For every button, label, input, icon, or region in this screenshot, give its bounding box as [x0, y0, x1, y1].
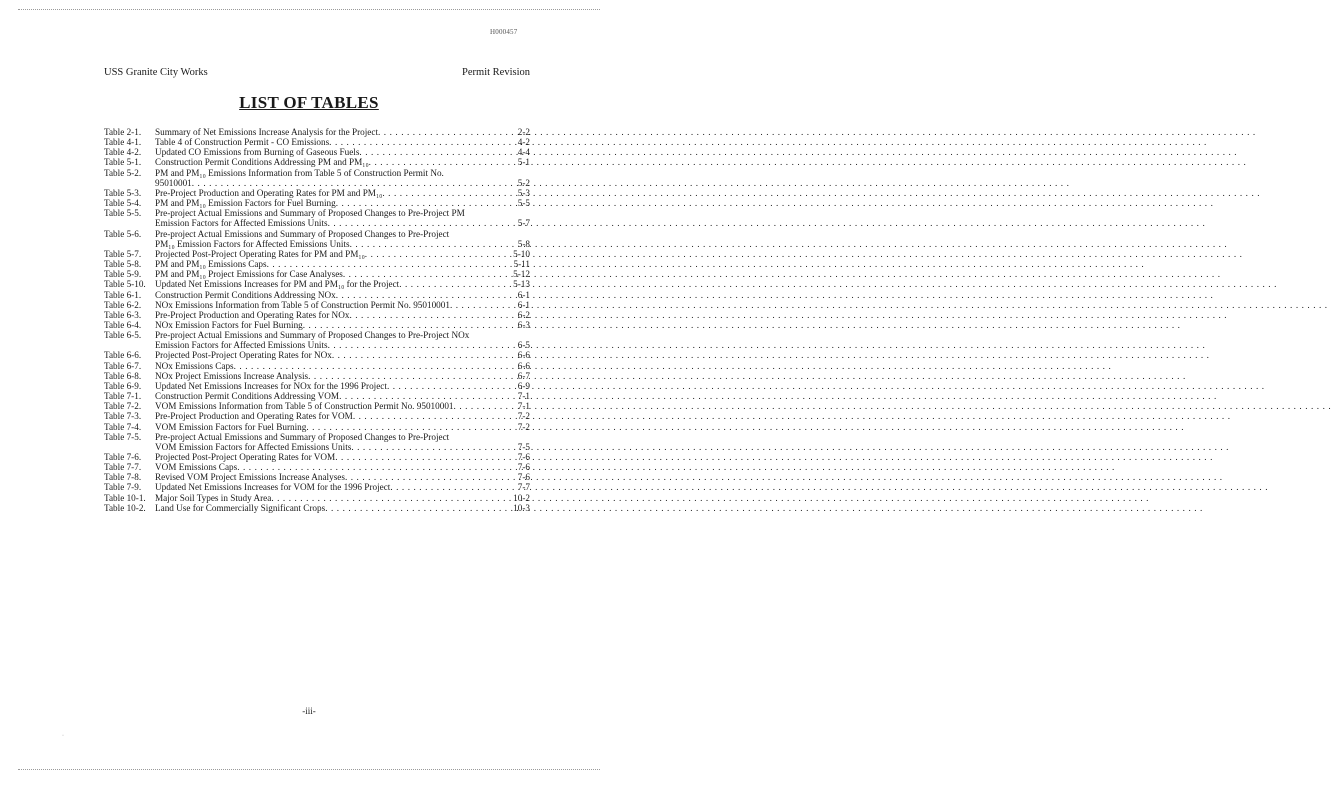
- toc-entry-page: 5-2: [517, 177, 530, 188]
- toc-entry: [104, 279, 530, 289]
- toc-entry-continuation: [104, 340, 530, 350]
- toc-entry-number: Table 6-8.: [104, 370, 142, 381]
- toc-leader-dots: [332, 350, 517, 360]
- toc-entry-number: Table 5-10.: [104, 279, 146, 290]
- toc-leader-dots: [325, 503, 512, 513]
- toc-entry-title: Projected Post-Project Operating Rates for VOM: [155, 452, 336, 462]
- toc-entry-title: VOM Emissions Information from Table 5 of Construction Permit No. 95010001: [155, 401, 454, 412]
- toc-entry-page: 7-6: [517, 472, 530, 483]
- toc-entry: [104, 188, 530, 198]
- toc-entry: [104, 350, 530, 360]
- toc-leader-dots: [308, 371, 517, 381]
- toc-entry: [104, 198, 530, 208]
- toc-entry-title-continued: Emission Factors for Affected Emissions Units: [155, 340, 328, 351]
- toc-leader-dots: [351, 442, 516, 452]
- toc-entry-title: Major Soil Types in Study Area: [155, 492, 272, 503]
- toc-leader-dots: [336, 290, 517, 300]
- toc-entry-number: Table 5-1.: [104, 157, 142, 168]
- toc-leader-dots: [237, 462, 517, 472]
- toc-entry-title: Land Use for Commercially Significant Crops: [155, 502, 326, 513]
- toc-entry-title: NOx Emission Factors for Fuel Burning: [155, 319, 303, 330]
- document-id: H000457: [490, 28, 518, 36]
- toc-entry-number: Table 7-4.: [104, 421, 142, 432]
- page-header: [104, 67, 530, 78]
- toc-entry-continuation: [104, 178, 530, 188]
- header-right: Permit Revision: [462, 67, 530, 78]
- toc-entry: [104, 259, 530, 269]
- toc-leader-dots: [382, 188, 516, 198]
- toc-entry: [104, 422, 530, 432]
- toc-entry-number: Table 7-8.: [104, 472, 142, 483]
- toc-entry-title: Pre-Project Production and Operating Rates for VOM: [155, 411, 353, 422]
- toc-entry-title: Updated Net Emissions Increases for VOM for the 1996 Project: [155, 482, 391, 493]
- toc-leader-dots: [339, 391, 517, 401]
- toc-entry-number: Table 6-4.: [104, 319, 142, 330]
- toc-entry-page: 5-12: [513, 269, 530, 280]
- toc-leader-dots: [234, 361, 517, 371]
- toc-entry-number: Table 7-6.: [104, 452, 142, 462]
- toc-entry-number: Table 6-9.: [104, 380, 142, 391]
- header-left: USS Granite City Works: [104, 67, 208, 78]
- toc-entry-title: Pre-project Actual Emissions and Summary of Proposed Changes to Pre-Project: [155, 228, 450, 239]
- page-title: LIST OF TABLES: [239, 93, 379, 112]
- toc-leader-dots: [387, 381, 517, 391]
- toc-entry-title-continued: PM₁₀ Emission Factors for Affected Emissions Units: [155, 238, 350, 249]
- toc-entry-title: Construction Permit Conditions Addressing NOx: [155, 289, 336, 300]
- toc-entry-number: Table 7-1.: [104, 391, 142, 402]
- toc-entry-page: 6-1: [517, 289, 530, 300]
- toc-entry: [104, 482, 530, 492]
- toc-entry-title: Updated CO Emissions from Burning of Gaseous Fuels: [155, 147, 360, 158]
- toc-leader-dots: [369, 157, 517, 167]
- page-number: -iii-: [302, 706, 316, 716]
- toc-entry: [104, 300, 530, 310]
- toc-entry-number: Table 5-7.: [104, 248, 142, 259]
- toc-entry-page: 10-2: [513, 492, 530, 503]
- toc-entry: [104, 432, 530, 442]
- toc-leader-dots: [450, 300, 517, 310]
- toc-leader-dots: [343, 269, 512, 279]
- toc-entry-number: Table 5-6.: [104, 228, 142, 239]
- toc-entry-number: Table 5-5.: [104, 208, 142, 219]
- scan-speck: ·: [62, 733, 64, 739]
- toc-entry-page: 5-3: [517, 187, 530, 198]
- toc-entry-number: Table 5-3.: [104, 187, 142, 198]
- toc-entry: [104, 229, 530, 239]
- toc-entry-title: PM and PM₁₀ Emissions Information from Table 5 of Construction Permit No.: [155, 167, 444, 178]
- toc-entry-title: Updated Net Emissions Increases for NOx for the 1996 Project: [155, 380, 387, 391]
- toc-entry-number: Table 6-2.: [104, 299, 142, 310]
- toc-entry-number: Table 2-1.: [104, 127, 142, 137]
- toc-entry-title: PM and PM₁₀ Emissions Caps: [155, 259, 267, 270]
- toc-entry-title: Pre-Project Production and Operating Rates for NOx: [155, 309, 350, 320]
- toc-leader-dots: [349, 310, 516, 320]
- toc-entry: [104, 391, 530, 401]
- toc-entry: [104, 503, 530, 513]
- toc-entry-number: Table 6-3.: [104, 309, 142, 320]
- toc-entry-title: Summary of Net Emissions Increase Analysis for the Project: [155, 127, 379, 137]
- toc-entry-title: NOx Emissions Caps: [155, 360, 234, 371]
- toc-entry-page: 2-2: [517, 127, 530, 137]
- toc-entry-page: 6-2: [517, 309, 530, 320]
- scan-edge-bottom: [18, 769, 600, 770]
- toc-entry-page: 6-6: [517, 350, 530, 361]
- toc-entry-title: VOM Emission Factors for Fuel Burning: [155, 421, 307, 432]
- toc-entry-title: VOM Emissions Caps: [155, 462, 238, 473]
- toc-entry: [104, 137, 530, 147]
- toc-leader-dots: [378, 127, 517, 137]
- toc-leader-dots: [335, 452, 517, 462]
- toc-entry: [104, 381, 530, 391]
- toc-entry: [104, 310, 530, 320]
- toc-leader-dots: [353, 411, 517, 421]
- toc-entry-title: PM and PM₁₀ Project Emissions for Case Analyses: [155, 269, 343, 280]
- toc-entry-title: Pre-project Actual Emissions and Summary of Proposed Changes to Pre-Project NOx: [155, 330, 470, 341]
- toc-entry-page: 7-6: [517, 462, 530, 473]
- toc-entry-page: 7-7: [517, 482, 530, 493]
- toc-entry-page: 7-6: [517, 452, 530, 462]
- toc-entry: [104, 472, 530, 482]
- toc-entry-title-continued: 95010001: [155, 177, 192, 188]
- toc-entry-page: 5-11: [513, 259, 530, 270]
- toc-entry-number: Table 7-7.: [104, 462, 142, 473]
- toc-entry: [104, 330, 530, 340]
- toc-entry-title: Projected Post-Project Operating Rates for NOx: [155, 350, 332, 361]
- toc-entry-page: 6-7: [517, 370, 530, 381]
- toc-entry-continuation: [104, 442, 530, 452]
- toc-entry-number: Table 7-5.: [104, 431, 142, 442]
- scan-edge-top: [18, 9, 600, 10]
- toc-leader-dots: [365, 249, 512, 259]
- toc-leader-dots: [267, 259, 513, 269]
- toc-entry-page: 7-1: [517, 401, 530, 412]
- toc-leader-dots: [454, 401, 517, 411]
- toc-entry-number: Table 5-9.: [104, 269, 142, 280]
- toc-entry-title: NOx Emissions Information from Table 5 of Construction Permit No. 95010001: [155, 299, 450, 310]
- toc-entry: [104, 452, 530, 462]
- toc-entry-title-continued: VOM Emission Factors for Affected Emissions Units: [155, 441, 352, 452]
- toc-leader-dots: [328, 218, 517, 228]
- toc-entry-number: Table 6-1.: [104, 289, 142, 300]
- toc-entry-number: Table 6-5.: [104, 330, 142, 341]
- toc-entry-page: 5-7: [517, 218, 530, 229]
- toc-leader-dots: [336, 198, 517, 208]
- toc-entry: [104, 462, 530, 472]
- toc-entry: [104, 127, 530, 137]
- toc-entry-title: Pre-Project Production and Operating Rates for PM and PM₁₀: [155, 187, 383, 198]
- toc-entry: [104, 401, 530, 411]
- toc-leader-dots: [303, 320, 517, 330]
- toc-entry-page: 10-3: [513, 502, 530, 513]
- toc-leader-dots: [359, 147, 516, 157]
- toc-entry-page: 7-2: [517, 411, 530, 422]
- toc-entry: [104, 493, 530, 503]
- toc-entry-number: Table 5-8.: [104, 259, 142, 270]
- toc-entry-page: 6-6: [517, 360, 530, 371]
- toc-entry-number: Table 6-7.: [104, 360, 142, 371]
- toc-entry-number: Table 7-9.: [104, 482, 142, 493]
- toc-entry-number: Table 10-1.: [104, 492, 146, 503]
- toc-entry: [104, 157, 530, 167]
- toc-leader-dots: [345, 472, 517, 482]
- toc-entry-number: Table 4-1.: [104, 137, 142, 148]
- list-of-tables: [104, 127, 530, 513]
- toc-entry-page: 7-5: [517, 441, 530, 452]
- toc-leader-dots: [192, 178, 517, 188]
- toc-entry-number: Table 10-2.: [104, 502, 146, 513]
- toc-entry-continuation: [104, 218, 530, 228]
- toc-entry: [104, 371, 530, 381]
- toc-entry-page: 5-13: [513, 279, 530, 290]
- toc-entry: [104, 361, 530, 371]
- toc-entry-number: Table 6-6.: [104, 350, 142, 361]
- toc-entry-number: Table 7-2.: [104, 401, 142, 412]
- toc-entry-title: Construction Permit Conditions Addressing PM and PM₁₀: [155, 157, 369, 168]
- toc-entry-page: 4-4: [517, 147, 530, 158]
- toc-entry-page: 5-8: [517, 238, 530, 249]
- toc-entry-title: Revised VOM Project Emissions Increase Analyses: [155, 472, 345, 483]
- toc-entry-number: Table 4-2.: [104, 147, 142, 158]
- toc-entry-title: Updated Net Emissions Increases for PM and PM₁₀ for the Project: [155, 279, 400, 290]
- toc-entry-title: Pre-project Actual Emissions and Summary of Proposed Changes to Pre-Project: [155, 431, 450, 442]
- toc-entry-number: Table 7-3.: [104, 411, 142, 422]
- toc-entry-number: Table 5-2.: [104, 167, 142, 178]
- toc-leader-dots: [328, 340, 517, 350]
- toc-entry-title: Pre-project Actual Emissions and Summary of Proposed Changes to Pre-Project PM: [155, 208, 465, 219]
- toc-entry: [104, 208, 530, 218]
- toc-entry-title-continued: Emission Factors for Affected Emissions Units: [155, 218, 328, 229]
- toc-leader-dots: [399, 279, 512, 289]
- toc-leader-dots: [329, 137, 517, 147]
- toc-entry: [104, 411, 530, 421]
- toc-leader-dots: [271, 493, 512, 503]
- toc-entry-title: Table 4 of Construction Permit - CO Emissions: [155, 137, 330, 148]
- toc-entry-continuation: [104, 239, 530, 249]
- toc-entry-title: NOx Project Emissions Increase Analysis: [155, 370, 309, 381]
- toc-entry-page: 7-1: [517, 391, 530, 402]
- toc-entry-page: 6-5: [517, 340, 530, 351]
- toc-entry-page: 5-10: [513, 248, 530, 259]
- toc-entry-title: Projected Post-Project Operating Rates for PM and PM₁₀: [155, 248, 365, 259]
- toc-entry: [104, 320, 530, 330]
- toc-entry: [104, 147, 530, 157]
- toc-entry-page: 6-3: [517, 319, 530, 330]
- toc-entry-title: Construction Permit Conditions Addressing VOM: [155, 391, 340, 402]
- toc-leader-dots: [350, 239, 517, 249]
- toc-entry-page: 6-9: [517, 380, 530, 391]
- toc-leader-dots: [390, 482, 516, 492]
- toc-entry-page: 5-1: [517, 157, 530, 168]
- toc-entry: [104, 290, 530, 300]
- toc-entry: [104, 249, 530, 259]
- toc-entry-number: Table 5-4.: [104, 198, 142, 209]
- toc-entry-page: 5-5: [517, 198, 530, 209]
- toc-entry-page: 7-2: [517, 421, 530, 432]
- toc-entry: [104, 269, 530, 279]
- toc-entry-title: PM and PM₁₀ Emission Factors for Fuel Burning: [155, 198, 336, 209]
- toc-leader-dots: [306, 422, 516, 432]
- toc-entry-page: 6-1: [517, 299, 530, 310]
- toc-entry-page: 4-2: [517, 137, 530, 148]
- toc-entry: [104, 168, 530, 178]
